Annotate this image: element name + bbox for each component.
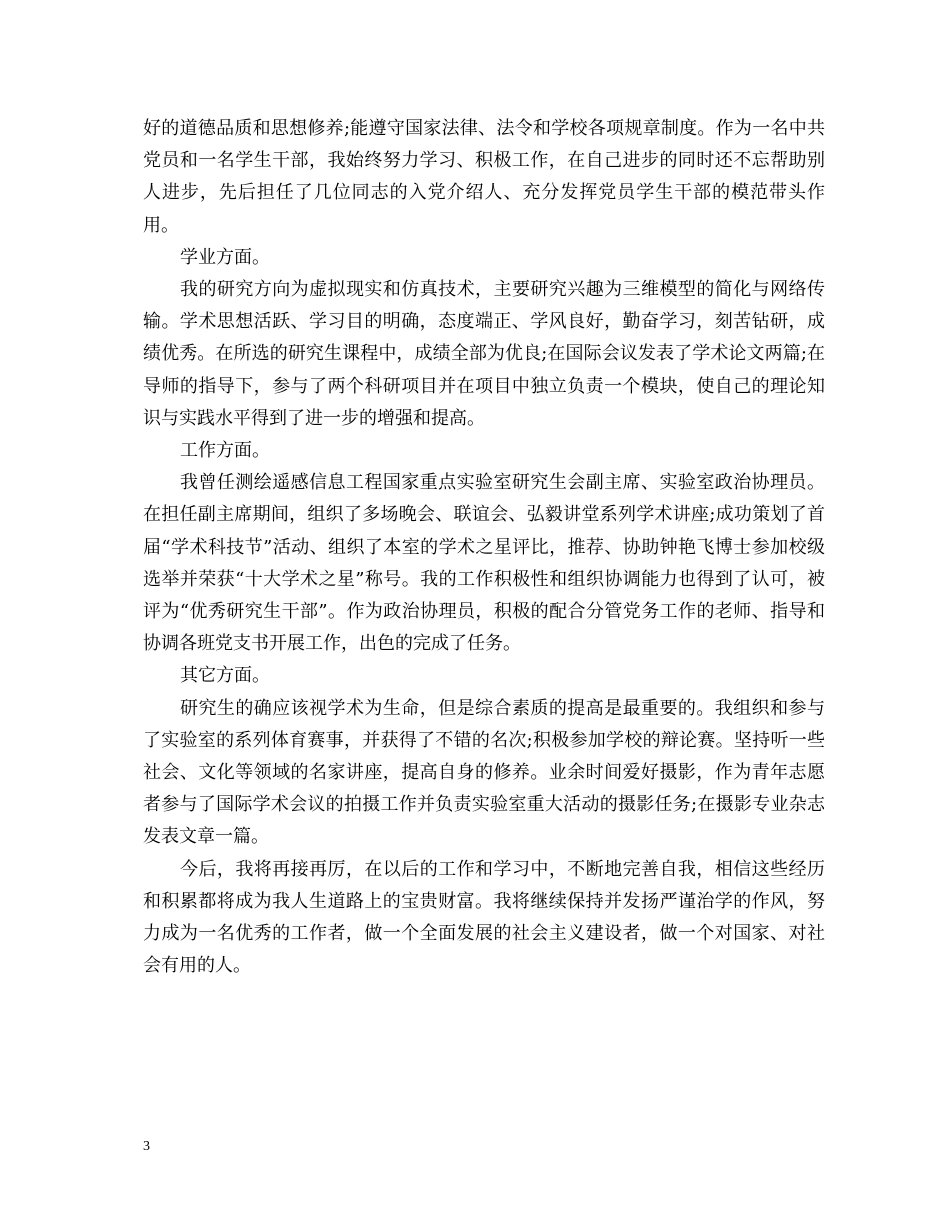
- paragraph-conclusion: 今后，我将再接再厉，在以后的工作和学习中，不断地完善自我，相信这些经历和积累都将成为我人生道路上的宝贵财富。我将继续保持并发扬严谨治学的作风，努力成为一名优秀的工作者，做一个全面发展的社会主义建设者，做一个对国家、对社会有用的人。: [143, 858, 825, 977]
- document-body: [143, 113, 825, 982]
- paragraph-work: 我曾任测绘遥感信息工程国家重点实验室研究生会副主席、实验室政治协理员。在担任副主席期间，组织了多场晚会、联谊会、弘毅讲堂系列学术讲座;成功策划了首届“学术科技节”活动、组织了本室的学术之星评比，推荐、协助钟艳飞博士参加校级选举并荣获“十大学术之星”称号。我的工作积极性和组织协调能力也得到了认可，被评为“优秀研究生干部”。作为政治协理员，积极的配合分管党务工作的老师、指导和协调各班党支书开展工作，出色的完成了任务。: [143, 472, 825, 655]
- heading-other: 其它方面。: [180, 665, 270, 687]
- page-number: 3: [143, 1139, 150, 1154]
- paragraph-academics: 我的研究方向为虚拟现实和仿真技术，主要研究兴趣为三维模型的简化与网络传输。学术思想活跃、学习目的明确，态度端正、学风良好，勤奋学习，刻苦钻研，成绩优秀。在所选的研究生课程中，成绩全部为优良;在国际会议发表了学术论文两篇;在导师的指导下，参与了两个科研项目并在项目中独立负责一个模块，使自己的理论知识与实践水平得到了进一步的增强和提高。: [143, 279, 825, 429]
- paragraph-conduct: 好的道德品质和思想修养;能遵守国家法律、法令和学校各项规章制度。作为一名中共党员和一名学生干部，我始终努力学习、积极工作，在自己进步的同时还不忘帮助别人进步，先后担任了几位同志的入党介绍人、充分发挥党员学生干部的模范带头作用。: [143, 118, 825, 236]
- heading-work: 工作方面。: [180, 440, 270, 462]
- heading-academics: 学业方面。: [180, 246, 270, 268]
- paragraph-other: 研究生的确应该视学术为生命，但是综合素质的提高是最重要的。我组织和参与了实验室的系列体育赛事，并获得了不错的名次;积极参加学校的辩论赛。坚持听一些社会、文化等领域的名家讲座，提高自身的修养。业余时间爱好摄影，作为青年志愿者参与了国际学术会议的拍摄工作并负责实验室重大活动的摄影任务;在摄影专业杂志发表文章一篇。: [143, 697, 825, 848]
